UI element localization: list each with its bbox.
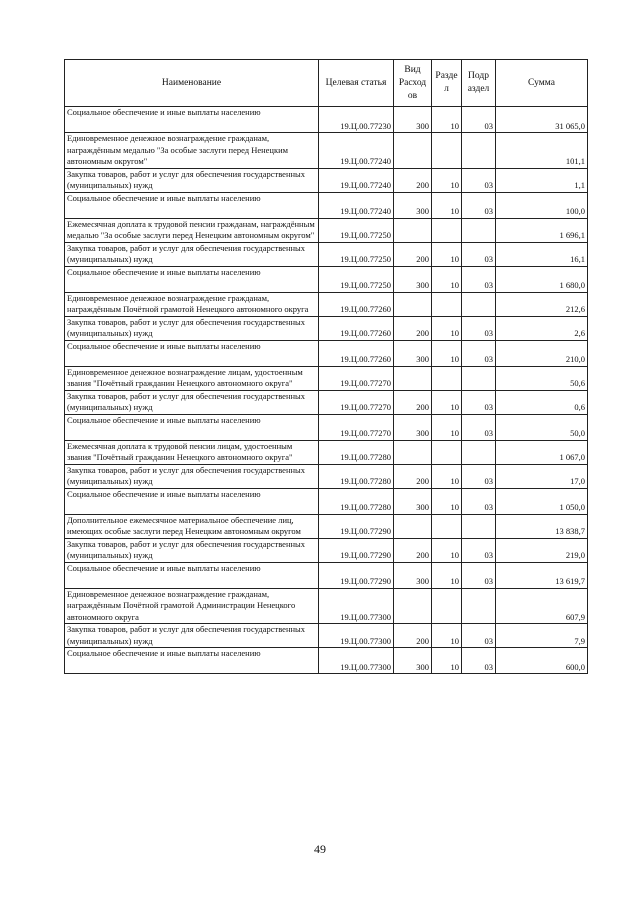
cell-subsection [462, 292, 496, 316]
table-row [65, 340, 588, 366]
cell-target-article: 19.Ц.00.77260 [319, 292, 394, 316]
cell-amount: 13 838,7 [496, 514, 588, 538]
cell-name: Социальное обеспечение и иные выплаты населению [65, 648, 319, 674]
table-row [65, 562, 588, 588]
cell-expense-type [394, 440, 432, 464]
cell-subsection: 03 [462, 414, 496, 440]
cell-expense-type: 300 [394, 192, 432, 218]
cell-name: Ежемесячная доплата к трудовой пенсии гражданам, награждённым медалью "За особые заслуги перед Ненецким автономным округом" [65, 218, 319, 242]
cell-name: Социальное обеспечение и иные выплаты населению [65, 192, 319, 218]
cell-amount: 210,0 [496, 340, 588, 366]
cell-name: Социальное обеспечение и иные выплаты населению [65, 107, 319, 133]
cell-expense-type: 300 [394, 107, 432, 133]
cell-amount: 1 067,0 [496, 440, 588, 464]
cell-target-article: 19.Ц.00.77290 [319, 538, 394, 562]
cell-subsection: 03 [462, 242, 496, 266]
table-row [65, 464, 588, 488]
cell-name: Закупка товаров, работ и услуг для обеспечения государственных (муниципальных) нужд [65, 538, 319, 562]
cell-name: Единовременное денежное вознаграждение гражданам, награждённым Почётной грамотой Администрации Ненецкого автономного округа [65, 588, 319, 624]
cell-section: 10 [432, 648, 462, 674]
cell-section: 10 [432, 488, 462, 514]
cell-section: 10 [432, 168, 462, 192]
cell-name: Закупка товаров, работ и услуг для обеспечения государственных (муниципальных) нужд [65, 316, 319, 340]
table-row [65, 218, 588, 242]
cell-amount: 212,6 [496, 292, 588, 316]
cell-subsection: 03 [462, 464, 496, 488]
cell-target-article: 19.Ц.00.77280 [319, 488, 394, 514]
cell-expense-type [394, 292, 432, 316]
cell-section [432, 366, 462, 390]
header-section: Разде л [432, 60, 462, 107]
cell-expense-type: 300 [394, 266, 432, 292]
table-row [65, 292, 588, 316]
cell-subsection: 03 [462, 538, 496, 562]
cell-subsection [462, 588, 496, 624]
cell-section: 10 [432, 562, 462, 588]
cell-name: Ежемесячная доплата к трудовой пенсии лицам, удостоенным звания "Почётный гражданин Ненецкого автономного округа" [65, 440, 319, 464]
cell-section [432, 292, 462, 316]
cell-section: 10 [432, 464, 462, 488]
cell-target-article: 19.Ц.00.77240 [319, 133, 394, 169]
cell-expense-type [394, 514, 432, 538]
table-row [65, 488, 588, 514]
cell-amount: 600,0 [496, 648, 588, 674]
cell-subsection [462, 440, 496, 464]
table-row [65, 133, 588, 169]
cell-expense-type: 300 [394, 562, 432, 588]
cell-target-article: 19.Ц.00.77260 [319, 316, 394, 340]
header-target-article: Целевая статья [319, 60, 394, 107]
cell-expense-type: 200 [394, 242, 432, 266]
header-subsection: Подр аздел [462, 60, 496, 107]
cell-amount: 50,6 [496, 366, 588, 390]
cell-expense-type [394, 588, 432, 624]
table-header-row [65, 60, 588, 107]
cell-target-article: 19.Ц.00.77240 [319, 192, 394, 218]
cell-section: 10 [432, 316, 462, 340]
table-row [65, 538, 588, 562]
cell-subsection: 03 [462, 192, 496, 218]
cell-section: 10 [432, 624, 462, 648]
cell-amount: 13 619,7 [496, 562, 588, 588]
budget-table [64, 59, 588, 674]
table-row [65, 624, 588, 648]
cell-amount: 607,9 [496, 588, 588, 624]
cell-name: Социальное обеспечение и иные выплаты населению [65, 414, 319, 440]
cell-name: Дополнительное ежемесячное материальное обеспечение лиц, имеющих особые заслуги перед Ненецким автономным округом [65, 514, 319, 538]
cell-section: 10 [432, 107, 462, 133]
cell-target-article: 19.Ц.00.77240 [319, 168, 394, 192]
cell-amount: 50,0 [496, 414, 588, 440]
cell-name: Закупка товаров, работ и услуг для обеспечения государственных (муниципальных) нужд [65, 242, 319, 266]
table-body [65, 107, 588, 674]
cell-expense-type: 200 [394, 538, 432, 562]
cell-section: 10 [432, 538, 462, 562]
cell-section: 10 [432, 414, 462, 440]
cell-expense-type: 300 [394, 488, 432, 514]
cell-expense-type: 300 [394, 648, 432, 674]
cell-subsection: 03 [462, 648, 496, 674]
cell-section: 10 [432, 192, 462, 218]
cell-target-article: 19.Ц.00.77300 [319, 648, 394, 674]
cell-target-article: 19.Ц.00.77280 [319, 440, 394, 464]
cell-subsection: 03 [462, 390, 496, 414]
cell-target-article: 19.Ц.00.77250 [319, 218, 394, 242]
cell-expense-type [394, 218, 432, 242]
cell-amount: 0,6 [496, 390, 588, 414]
cell-expense-type: 200 [394, 464, 432, 488]
cell-target-article: 19.Ц.00.77290 [319, 514, 394, 538]
cell-section [432, 218, 462, 242]
cell-section [432, 133, 462, 169]
cell-amount: 100,0 [496, 192, 588, 218]
cell-subsection: 03 [462, 266, 496, 292]
cell-amount: 1,1 [496, 168, 588, 192]
cell-expense-type [394, 133, 432, 169]
cell-subsection: 03 [462, 562, 496, 588]
cell-amount: 1 050,0 [496, 488, 588, 514]
cell-subsection [462, 133, 496, 169]
cell-subsection: 03 [462, 107, 496, 133]
cell-expense-type: 200 [394, 624, 432, 648]
table-row [65, 366, 588, 390]
cell-section [432, 588, 462, 624]
cell-section [432, 514, 462, 538]
cell-amount: 219,0 [496, 538, 588, 562]
cell-section: 10 [432, 266, 462, 292]
table-row [65, 390, 588, 414]
cell-name: Закупка товаров, работ и услуг для обеспечения государственных (муниципальных) нужд [65, 624, 319, 648]
cell-expense-type: 300 [394, 340, 432, 366]
cell-name: Социальное обеспечение и иные выплаты населению [65, 266, 319, 292]
cell-subsection [462, 514, 496, 538]
cell-amount: 2,6 [496, 316, 588, 340]
cell-name: Социальное обеспечение и иные выплаты населению [65, 562, 319, 588]
page-number: 49 [314, 842, 326, 856]
table-row [65, 242, 588, 266]
cell-name: Единовременное денежное вознаграждение лицам, удостоенным звания "Почётный гражданин Ненецкого автономного округа" [65, 366, 319, 390]
cell-name: Социальное обеспечение и иные выплаты населению [65, 488, 319, 514]
cell-expense-type: 200 [394, 316, 432, 340]
cell-amount: 7,9 [496, 624, 588, 648]
table-row [65, 168, 588, 192]
table-row [65, 514, 588, 538]
table-row [65, 266, 588, 292]
cell-target-article: 19.Ц.00.77300 [319, 624, 394, 648]
cell-subsection: 03 [462, 340, 496, 366]
cell-amount: 17,0 [496, 464, 588, 488]
cell-target-article: 19.Ц.00.77250 [319, 266, 394, 292]
cell-section: 10 [432, 390, 462, 414]
cell-name: Закупка товаров, работ и услуг для обеспечения государственных (муниципальных) нужд [65, 390, 319, 414]
cell-name: Единовременное денежное вознаграждение гражданам, награждённым медалью "За особые заслуги перед Ненецким автономным округом" [65, 133, 319, 169]
header-amount: Сумма [496, 60, 588, 107]
table-row [65, 440, 588, 464]
cell-subsection: 03 [462, 488, 496, 514]
cell-subsection [462, 218, 496, 242]
cell-subsection: 03 [462, 168, 496, 192]
cell-expense-type: 300 [394, 414, 432, 440]
table-row [65, 414, 588, 440]
cell-target-article: 19.Ц.00.77290 [319, 562, 394, 588]
header-name: Наименование [65, 60, 319, 107]
cell-amount: 1 680,0 [496, 266, 588, 292]
cell-subsection [462, 366, 496, 390]
cell-section [432, 440, 462, 464]
cell-target-article: 19.Ц.00.77300 [319, 588, 394, 624]
cell-target-article: 19.Ц.00.77280 [319, 464, 394, 488]
cell-name: Закупка товаров, работ и услуг для обеспечения государственных (муниципальных) нужд [65, 464, 319, 488]
cell-expense-type: 200 [394, 168, 432, 192]
cell-subsection: 03 [462, 624, 496, 648]
table-row [65, 192, 588, 218]
table-row [65, 316, 588, 340]
cell-name: Единовременное денежное вознаграждение гражданам, награждённым Почётной грамотой Ненецкого автономного округа [65, 292, 319, 316]
cell-section: 10 [432, 340, 462, 366]
cell-target-article: 19.Ц.00.77270 [319, 414, 394, 440]
table-row [65, 588, 588, 624]
cell-target-article: 19.Ц.00.77260 [319, 340, 394, 366]
cell-target-article: 19.Ц.00.77250 [319, 242, 394, 266]
table-row [65, 648, 588, 674]
cell-amount: 16,1 [496, 242, 588, 266]
cell-target-article: 19.Ц.00.77270 [319, 390, 394, 414]
cell-subsection: 03 [462, 316, 496, 340]
cell-expense-type [394, 366, 432, 390]
cell-section: 10 [432, 242, 462, 266]
cell-amount: 1 696,1 [496, 218, 588, 242]
cell-amount: 31 065,0 [496, 107, 588, 133]
cell-target-article: 19.Ц.00.77230 [319, 107, 394, 133]
cell-name: Социальное обеспечение и иные выплаты населению [65, 340, 319, 366]
cell-amount: 101,1 [496, 133, 588, 169]
cell-expense-type: 200 [394, 390, 432, 414]
cell-target-article: 19.Ц.00.77270 [319, 366, 394, 390]
cell-name: Закупка товаров, работ и услуг для обеспечения государственных (муниципальных) нужд [65, 168, 319, 192]
table-row [65, 107, 588, 133]
header-expense-type: Вид Расход ов [394, 60, 432, 107]
